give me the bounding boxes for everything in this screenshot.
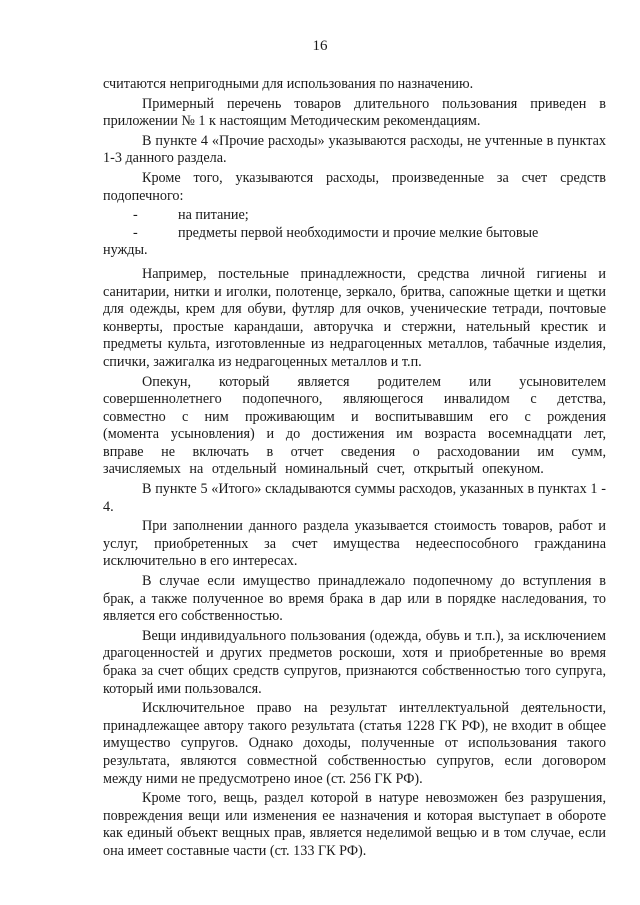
list-item-1 <box>103 207 606 225</box>
page-number: 16 <box>312 38 328 54</box>
paragraph-5: Опекун, который является родителем или усыновителем совершеннолетнего подопечного, являющегося инвалидом с детства, совместно с ним проживающим и воспитывавшим его с рождения (момента усыновления) и до достижения им возраста восемнадцати лет, вправе не включать в отчет сведения о расходовании им сумм, зачисляемых на отдельный номинальный счет, открытый опекуном. <box>103 373 606 478</box>
paragraph-3: Кроме того, указываются расходы, произведенные за счет средств подопечного: <box>103 169 606 204</box>
paragraph-11: Кроме того, вещь, раздел которой в натуре невозможен без разрушения, повреждения вещи или изменения ее назначения и которая выступает в обороте как единый объект вещных прав, является неделимой вещью и в том случае, если она имеет составные части (ст. 133 ГК РФ). <box>103 790 606 859</box>
paragraph-4: Например, постельные принадлежности, средства личной гигиены и санитарии, нитки и иголки, полотенце, зеркало, бритва, сапожные щетки и щетки для одежды, крем для обуви, футляр для очков, ученические тетради, почтовые конверты, простые карандаши, авторучка и стержни, нательный крестик и предметы культа, изготовленные из недрагоценных металлов, табачные изделия, спички, зажигалка из недрагоценных металлов и т.п. <box>103 265 606 370</box>
paragraph-8: В случае если имущество принадлежало подопечному до вступления в брак, а также полученное во время брака в дар или в порядке наследования, то является его собственностью. <box>103 573 606 625</box>
list-item-text: на питание; <box>178 207 249 224</box>
paragraph-9: Вещи индивидуального пользования (одежда, обувь и т.п.), за исключением драгоценностей и других предметов роскоши, хотя и приобретенные во время брака за счет общих средств супругов, признаются собственностью того супруга, который ими пользовался. <box>103 627 606 697</box>
paragraph-7: При заполнении данного раздела указывается стоимость товаров, работ и услуг, приобретенных за счет имущества недееспособного гражданина исключительно в его интересах. <box>103 518 606 570</box>
paragraph-6: В пункте 5 «Итого» складываются суммы расходов, указанных в пунктах 1 - 4. <box>103 481 606 515</box>
list-item-2-continuation: нужды. <box>103 242 148 259</box>
paragraph-1: Примерный перечень товаров длительного пользования приведен в приложении № 1 к настоящим Методическим рекомендациям. <box>103 95 606 130</box>
paragraph-0: считаются непригодными для использования по назначению. <box>103 76 474 92</box>
paragraph-2: В пункте 4 «Прочие расходы» указываются расходы, не учтенные в пунктах 1-3 данного раздела. <box>103 132 606 167</box>
document-body <box>103 76 606 863</box>
paragraph-10: Исключительное право на результат интеллектуальной деятельности, принадлежащее автору такого результата (статья 1228 ГК РФ), не входит в общее имущество супругов. Однако доходы, полученные от использования такого результата, являются совместной собственностью супругов, если договором между ними не предусмотрено иное (ст. 256 ГК РФ). <box>103 700 606 787</box>
list-dash: - <box>133 224 138 241</box>
list-item-text: предметы первой необходимости и прочие мелкие бытовые <box>178 224 539 241</box>
list-item-2 <box>103 225 606 243</box>
list-dash: - <box>133 207 138 224</box>
